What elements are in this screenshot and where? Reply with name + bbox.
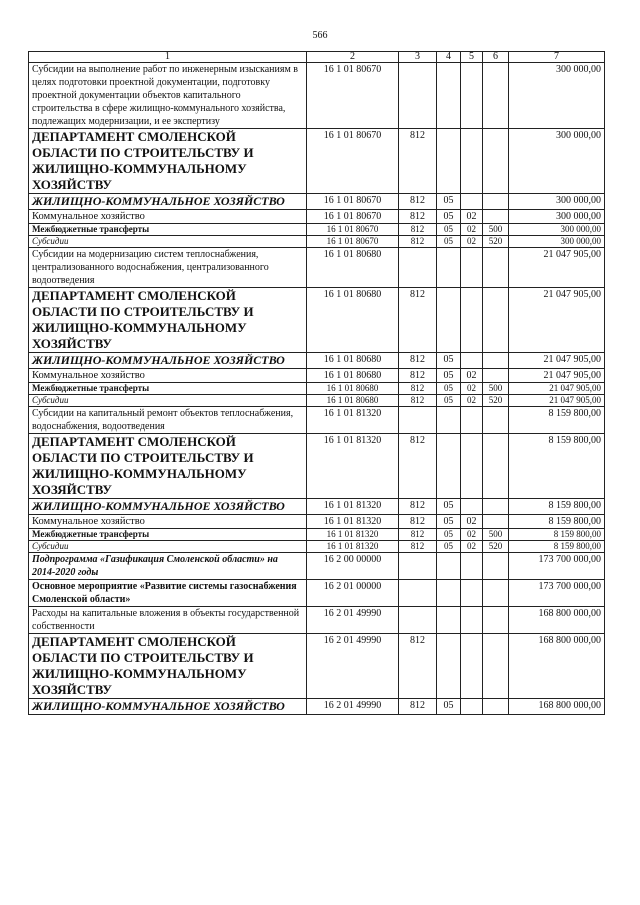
row-expense-type	[483, 369, 509, 383]
row-code: 16 1 01 81320	[307, 407, 399, 434]
row-section	[437, 288, 461, 353]
row-section: 05	[437, 369, 461, 383]
row-expense-type	[483, 553, 509, 580]
row-section: 05	[437, 529, 461, 541]
table-row	[29, 383, 605, 395]
row-name: Подпрограмма «Газификация Смоленской области» на 2014-2020 годы	[29, 553, 307, 580]
header-col-7: 7	[509, 52, 605, 63]
row-section: 05	[437, 699, 461, 715]
row-ministry: 812	[399, 499, 437, 515]
row-expense-type	[483, 288, 509, 353]
row-ministry: 812	[399, 395, 437, 407]
row-expense-type: 520	[483, 541, 509, 553]
row-section	[437, 63, 461, 129]
row-code: 16 2 01 49990	[307, 699, 399, 715]
row-subsection: 02	[461, 210, 483, 224]
row-expense-type: 500	[483, 383, 509, 395]
row-ministry: 812	[399, 210, 437, 224]
row-expense-type	[483, 63, 509, 129]
row-code: 16 1 01 80680	[307, 353, 399, 369]
row-sum: 168 800 000,00	[509, 607, 605, 634]
header-col-2: 2	[307, 52, 399, 63]
row-subsection	[461, 63, 483, 129]
row-code: 16 2 01 49990	[307, 607, 399, 634]
row-name: ЖИЛИЩНО-КОММУНАЛЬНОЕ ХОЗЯЙСТВО	[29, 499, 307, 515]
table-row	[29, 529, 605, 541]
row-subsection: 02	[461, 383, 483, 395]
table-row	[29, 634, 605, 699]
table-row	[29, 288, 605, 353]
table-row	[29, 407, 605, 434]
row-expense-type	[483, 194, 509, 210]
row-subsection: 02	[461, 529, 483, 541]
row-code: 16 1 01 80670	[307, 236, 399, 248]
row-sum: 21 047 905,00	[509, 395, 605, 407]
row-section	[437, 434, 461, 499]
table-row	[29, 699, 605, 715]
row-subsection	[461, 580, 483, 607]
row-section: 05	[437, 194, 461, 210]
row-section	[437, 129, 461, 194]
row-expense-type	[483, 699, 509, 715]
row-sum: 8 159 800,00	[509, 515, 605, 529]
table-row	[29, 395, 605, 407]
row-section	[437, 248, 461, 288]
row-expense-type: 520	[483, 236, 509, 248]
row-sum: 8 159 800,00	[509, 541, 605, 553]
row-ministry: 812	[399, 515, 437, 529]
row-section: 05	[437, 515, 461, 529]
table-row	[29, 129, 605, 194]
row-name: Субсидии на выполнение работ по инженерным изысканиям в целях подготовки проектной документации, подготовку проектной документации объектов капитального строительства в сфере жилищно-коммунального хозяйства, подлежащих модернизации, и ее экспертизу	[29, 63, 307, 129]
row-code: 16 1 01 81320	[307, 515, 399, 529]
row-expense-type	[483, 499, 509, 515]
header-col-6: 6	[483, 52, 509, 63]
row-subsection	[461, 699, 483, 715]
row-section: 05	[437, 541, 461, 553]
row-ministry: 812	[399, 434, 437, 499]
row-name: Основное мероприятие «Развитие системы газоснабжения Смоленской области»	[29, 580, 307, 607]
row-sum: 300 000,00	[509, 194, 605, 210]
row-code: 16 1 01 81320	[307, 499, 399, 515]
row-sum: 21 047 905,00	[509, 248, 605, 288]
row-code: 16 1 01 80670	[307, 129, 399, 194]
table-row	[29, 248, 605, 288]
row-ministry: 812	[399, 529, 437, 541]
table-row	[29, 224, 605, 236]
row-name: Коммунальное хозяйство	[29, 210, 307, 224]
table-row	[29, 499, 605, 515]
row-sum: 300 000,00	[509, 236, 605, 248]
row-ministry	[399, 63, 437, 129]
row-subsection: 02	[461, 236, 483, 248]
row-subsection	[461, 499, 483, 515]
row-code: 16 1 01 80670	[307, 194, 399, 210]
row-subsection	[461, 634, 483, 699]
row-code: 16 1 01 80680	[307, 288, 399, 353]
row-section	[437, 580, 461, 607]
row-subsection	[461, 607, 483, 634]
row-ministry: 812	[399, 288, 437, 353]
row-sum: 8 159 800,00	[509, 434, 605, 499]
row-name: ДЕПАРТАМЕНТ СМОЛЕНСКОЙ ОБЛАСТИ ПО СТРОИТЕЛЬСТВУ И ЖИЛИЩНО-КОММУНАЛЬНОМУ ХОЗЯЙСТВУ	[29, 288, 307, 353]
row-subsection	[461, 353, 483, 369]
row-code: 16 1 01 80680	[307, 395, 399, 407]
row-subsection: 02	[461, 541, 483, 553]
row-name: Субсидии	[29, 236, 307, 248]
table-row	[29, 580, 605, 607]
row-ministry	[399, 607, 437, 634]
row-name: ЖИЛИЩНО-КОММУНАЛЬНОЕ ХОЗЯЙСТВО	[29, 699, 307, 715]
header-col-4: 4	[437, 52, 461, 63]
row-sum: 21 047 905,00	[509, 288, 605, 353]
table-row	[29, 194, 605, 210]
row-expense-type	[483, 248, 509, 288]
table-row	[29, 553, 605, 580]
row-code: 16 1 01 80670	[307, 210, 399, 224]
row-section: 05	[437, 236, 461, 248]
table-row	[29, 210, 605, 224]
row-sum: 300 000,00	[509, 224, 605, 236]
row-subsection	[461, 434, 483, 499]
row-sum: 300 000,00	[509, 129, 605, 194]
row-subsection	[461, 129, 483, 194]
table-row	[29, 607, 605, 634]
header-col-3: 3	[399, 52, 437, 63]
row-code: 16 1 01 81320	[307, 541, 399, 553]
row-sum: 8 159 800,00	[509, 407, 605, 434]
row-ministry: 812	[399, 224, 437, 236]
budget-table	[28, 51, 605, 715]
row-subsection: 02	[461, 395, 483, 407]
header-col-5: 5	[461, 52, 483, 63]
row-subsection	[461, 194, 483, 210]
table-row	[29, 353, 605, 369]
row-subsection	[461, 553, 483, 580]
table-row	[29, 515, 605, 529]
row-expense-type: 500	[483, 529, 509, 541]
table-row	[29, 369, 605, 383]
row-name: ДЕПАРТАМЕНТ СМОЛЕНСКОЙ ОБЛАСТИ ПО СТРОИТЕЛЬСТВУ И ЖИЛИЩНО-КОММУНАЛЬНОМУ ХОЗЯЙСТВУ	[29, 434, 307, 499]
row-sum: 168 800 000,00	[509, 699, 605, 715]
row-ministry: 812	[399, 383, 437, 395]
table-row	[29, 541, 605, 553]
row-subsection	[461, 288, 483, 353]
row-expense-type	[483, 515, 509, 529]
row-section: 05	[437, 353, 461, 369]
row-section	[437, 607, 461, 634]
row-code: 16 1 01 80680	[307, 383, 399, 395]
page-number: 566	[312, 30, 328, 41]
row-sum: 21 047 905,00	[509, 369, 605, 383]
row-section	[437, 553, 461, 580]
row-ministry	[399, 407, 437, 434]
row-sum: 8 159 800,00	[509, 499, 605, 515]
row-name: Межбюджетные трансферты	[29, 383, 307, 395]
row-code: 16 2 01 49990	[307, 634, 399, 699]
row-subsection: 02	[461, 369, 483, 383]
row-sum: 173 700 000,00	[509, 553, 605, 580]
row-code: 16 2 01 00000	[307, 580, 399, 607]
row-expense-type: 520	[483, 395, 509, 407]
row-subsection: 02	[461, 515, 483, 529]
header-col-1: 1	[29, 52, 307, 63]
row-expense-type	[483, 580, 509, 607]
row-name: Межбюджетные трансферты	[29, 529, 307, 541]
row-subsection	[461, 407, 483, 434]
row-section: 05	[437, 210, 461, 224]
row-ministry	[399, 553, 437, 580]
row-code: 16 1 01 81320	[307, 434, 399, 499]
row-name: Субсидии	[29, 541, 307, 553]
row-section: 05	[437, 383, 461, 395]
row-subsection	[461, 248, 483, 288]
row-sum: 8 159 800,00	[509, 529, 605, 541]
row-ministry: 812	[399, 541, 437, 553]
row-name: ЖИЛИЩНО-КОММУНАЛЬНОЕ ХОЗЯЙСТВО	[29, 194, 307, 210]
row-sum: 168 800 000,00	[509, 634, 605, 699]
row-sum: 21 047 905,00	[509, 353, 605, 369]
row-ministry	[399, 580, 437, 607]
row-section: 05	[437, 224, 461, 236]
row-expense-type	[483, 353, 509, 369]
row-code: 16 2 00 00000	[307, 553, 399, 580]
row-name: ДЕПАРТАМЕНТ СМОЛЕНСКОЙ ОБЛАСТИ ПО СТРОИТЕЛЬСТВУ И ЖИЛИЩНО-КОММУНАЛЬНОМУ ХОЗЯЙСТВУ	[29, 129, 307, 194]
row-ministry	[399, 248, 437, 288]
row-name: Расходы на капитальные вложения в объекты государственной собственности	[29, 607, 307, 634]
row-ministry: 812	[399, 369, 437, 383]
row-name: Субсидии на капитальный ремонт объектов теплоснабжения, водоснабжения, водоотведения	[29, 407, 307, 434]
row-expense-type	[483, 407, 509, 434]
row-expense-type: 500	[483, 224, 509, 236]
row-sum: 21 047 905,00	[509, 383, 605, 395]
row-section	[437, 634, 461, 699]
row-section: 05	[437, 499, 461, 515]
row-ministry: 812	[399, 699, 437, 715]
row-name: ДЕПАРТАМЕНТ СМОЛЕНСКОЙ ОБЛАСТИ ПО СТРОИТЕЛЬСТВУ И ЖИЛИЩНО-КОММУНАЛЬНОМУ ХОЗЯЙСТВУ	[29, 634, 307, 699]
row-expense-type	[483, 434, 509, 499]
row-name: Межбюджетные трансферты	[29, 224, 307, 236]
row-section	[437, 407, 461, 434]
row-sum: 173 700 000,00	[509, 580, 605, 607]
row-name: Коммунальное хозяйство	[29, 369, 307, 383]
row-expense-type	[483, 129, 509, 194]
row-code: 16 1 01 80680	[307, 369, 399, 383]
row-ministry: 812	[399, 236, 437, 248]
row-subsection: 02	[461, 224, 483, 236]
row-name: ЖИЛИЩНО-КОММУНАЛЬНОЕ ХОЗЯЙСТВО	[29, 353, 307, 369]
row-ministry: 812	[399, 194, 437, 210]
table-row	[29, 63, 605, 129]
row-name: Субсидии	[29, 395, 307, 407]
row-ministry: 812	[399, 129, 437, 194]
row-name: Коммунальное хозяйство	[29, 515, 307, 529]
row-expense-type	[483, 634, 509, 699]
row-code: 16 1 01 81320	[307, 529, 399, 541]
row-name: Субсидии на модернизацию систем теплоснабжения, централизованного водоснабжения, централизованного водоотведения	[29, 248, 307, 288]
row-ministry: 812	[399, 353, 437, 369]
row-expense-type	[483, 607, 509, 634]
row-section: 05	[437, 395, 461, 407]
row-expense-type	[483, 210, 509, 224]
row-code: 16 1 01 80680	[307, 248, 399, 288]
table-body	[29, 63, 605, 715]
row-ministry: 812	[399, 634, 437, 699]
row-code: 16 1 01 80670	[307, 224, 399, 236]
row-sum: 300 000,00	[509, 210, 605, 224]
table-row	[29, 236, 605, 248]
table-row	[29, 434, 605, 499]
row-code: 16 1 01 80670	[307, 63, 399, 129]
header-row	[29, 52, 605, 63]
row-sum: 300 000,00	[509, 63, 605, 129]
